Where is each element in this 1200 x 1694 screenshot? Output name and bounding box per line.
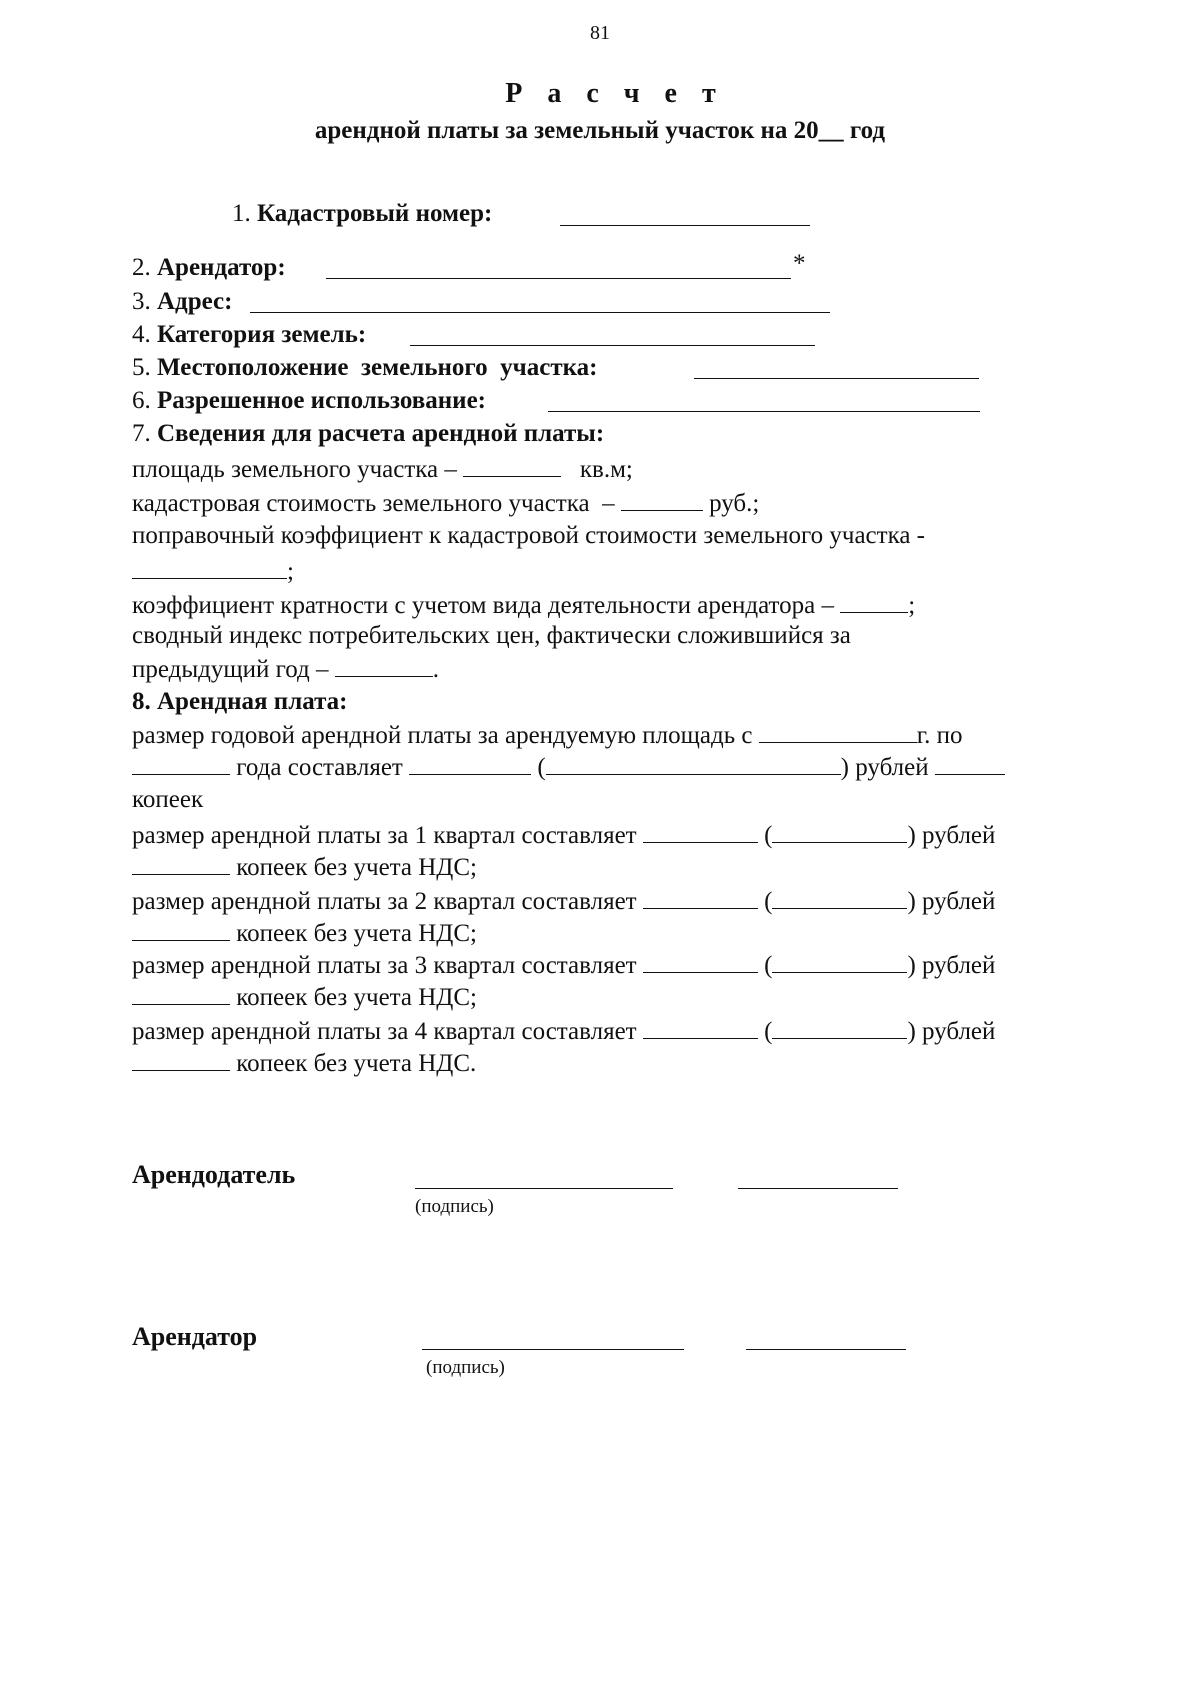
quarter-3-line: размер арендной платы за 3 квартал составляет ( ) рублей <box>132 948 995 982</box>
quarter-3-words-blank[interactable] <box>772 948 907 973</box>
item-number: 4. <box>132 321 151 348</box>
item-label: Адрес: <box>157 288 233 315</box>
item-number: 6. <box>132 387 151 414</box>
multiplicity-coef-line: коэффициент кратности с учетом вида деятельности арендатора – ; <box>132 588 915 622</box>
area-blank[interactable] <box>463 452 561 477</box>
annual-amount-words-blank[interactable] <box>546 750 841 775</box>
multiplicity-coef-blank[interactable] <box>840 588 908 613</box>
footnote-mark: * <box>793 250 806 277</box>
cadastral-number-blank[interactable] <box>560 225 810 226</box>
lessor-label: Арендодатель <box>132 1160 296 1189</box>
land-category-blank[interactable] <box>410 345 815 346</box>
quarter-3-kopecks-blank[interactable] <box>132 980 230 1005</box>
item-label: Кадастровый номер: <box>257 200 493 227</box>
item-number: 5. <box>132 354 151 381</box>
item-number: 7. <box>132 420 151 447</box>
correction-coef-blank[interactable] <box>132 554 287 579</box>
quarter-4-line: размер арендной платы за 4 квартал составляет ( ) рублей <box>132 1014 995 1048</box>
lessee-signature-caption: (подпись) <box>426 1357 505 1378</box>
item-permitted-use <box>132 385 486 417</box>
item-address <box>132 286 232 318</box>
cadastral-cost-blank[interactable] <box>621 486 703 511</box>
quarter-1-words-blank[interactable] <box>772 818 907 843</box>
address-blank[interactable] <box>250 312 830 313</box>
quarter-1-kopecks-blank[interactable] <box>132 850 230 875</box>
annual-rent-line-3: копеек <box>132 786 204 813</box>
area-line: площадь земельного участка – кв.м; <box>132 452 633 486</box>
item-location <box>132 352 597 384</box>
quarter-4-amount-blank[interactable] <box>643 1014 758 1039</box>
quarter-4-line-2: копеек без учета НДС. <box>132 1046 476 1080</box>
item-calc-info <box>132 418 604 450</box>
cadastral-cost-line: кадастровая стоимость земельного участка – руб.; <box>132 486 759 520</box>
item-lessee <box>132 252 286 284</box>
document-subtitle: арендной платы за земельный участок на 20__ год <box>314 117 886 144</box>
item-number: 3. <box>132 288 151 315</box>
annual-from-date-blank[interactable] <box>759 718 917 743</box>
annual-to-date-blank[interactable] <box>132 750 230 775</box>
rent-heading: 8. Арендная плата: <box>132 688 348 715</box>
lessee-label: Арендатор <box>132 1322 258 1351</box>
item-label: Местоположение земельного участка: <box>157 354 598 381</box>
quarter-2-words-blank[interactable] <box>772 884 907 909</box>
lessor-signature-line[interactable] <box>415 1188 673 1189</box>
item-number: 2. <box>132 254 151 281</box>
annual-rent-line: размер годовой арендной платы за арендуемую площадь с г. по <box>132 718 963 752</box>
item-land-category <box>132 319 366 351</box>
lessor-signature-caption: (подпись) <box>415 1196 494 1217</box>
annual-kopecks-blank[interactable] <box>935 750 1005 775</box>
item-label: Сведения для расчета арендной платы: <box>157 420 605 447</box>
document-title: Р а с ч е т <box>505 78 725 109</box>
annual-rent-line-2: года составляет ( ) рублей <box>132 750 1005 784</box>
quarter-2-kopecks-blank[interactable] <box>132 916 230 941</box>
item-cadastral-number <box>232 198 492 230</box>
cpi-line: сводный индекс потребительских цен, фактически сложившийся за <box>132 622 851 649</box>
permitted-use-blank[interactable] <box>548 411 980 412</box>
quarter-4-words-blank[interactable] <box>772 1014 907 1039</box>
correction-coef-value-line: ; <box>132 554 294 588</box>
item-label: Категория земель: <box>157 321 367 348</box>
annual-amount-blank[interactable] <box>409 750 531 775</box>
quarter-2-line-2: копеек без учета НДС; <box>132 916 477 950</box>
location-blank[interactable] <box>694 378 979 379</box>
lessor-name-line[interactable] <box>738 1188 898 1189</box>
quarter-1-line-2: копеек без учета НДС; <box>132 850 477 884</box>
correction-coef-line: поправочный коэффициент к кадастровой стоимости земельного участка - <box>132 522 926 549</box>
cpi-blank[interactable] <box>335 652 433 677</box>
quarter-1-line: размер арендной платы за 1 квартал составляет ( ) рублей <box>132 818 995 852</box>
lessee-signature-line[interactable] <box>422 1349 684 1350</box>
item-label: Арендатор: <box>157 254 286 281</box>
quarter-3-line-2: копеек без учета НДС; <box>132 980 477 1014</box>
quarter-4-kopecks-blank[interactable] <box>132 1046 230 1071</box>
quarter-2-amount-blank[interactable] <box>643 884 758 909</box>
quarter-3-amount-blank[interactable] <box>643 948 758 973</box>
page-number: 81 <box>590 22 610 44</box>
cpi-value-line: предыдущий год – . <box>132 652 439 686</box>
quarter-1-amount-blank[interactable] <box>643 818 758 843</box>
lessee-blank[interactable] <box>326 278 791 279</box>
item-label: Разрешенное использование: <box>157 387 487 414</box>
item-number: 1. <box>232 200 251 227</box>
lessee-name-line[interactable] <box>746 1349 906 1350</box>
quarter-2-line: размер арендной платы за 2 квартал составляет ( ) рублей <box>132 884 995 918</box>
